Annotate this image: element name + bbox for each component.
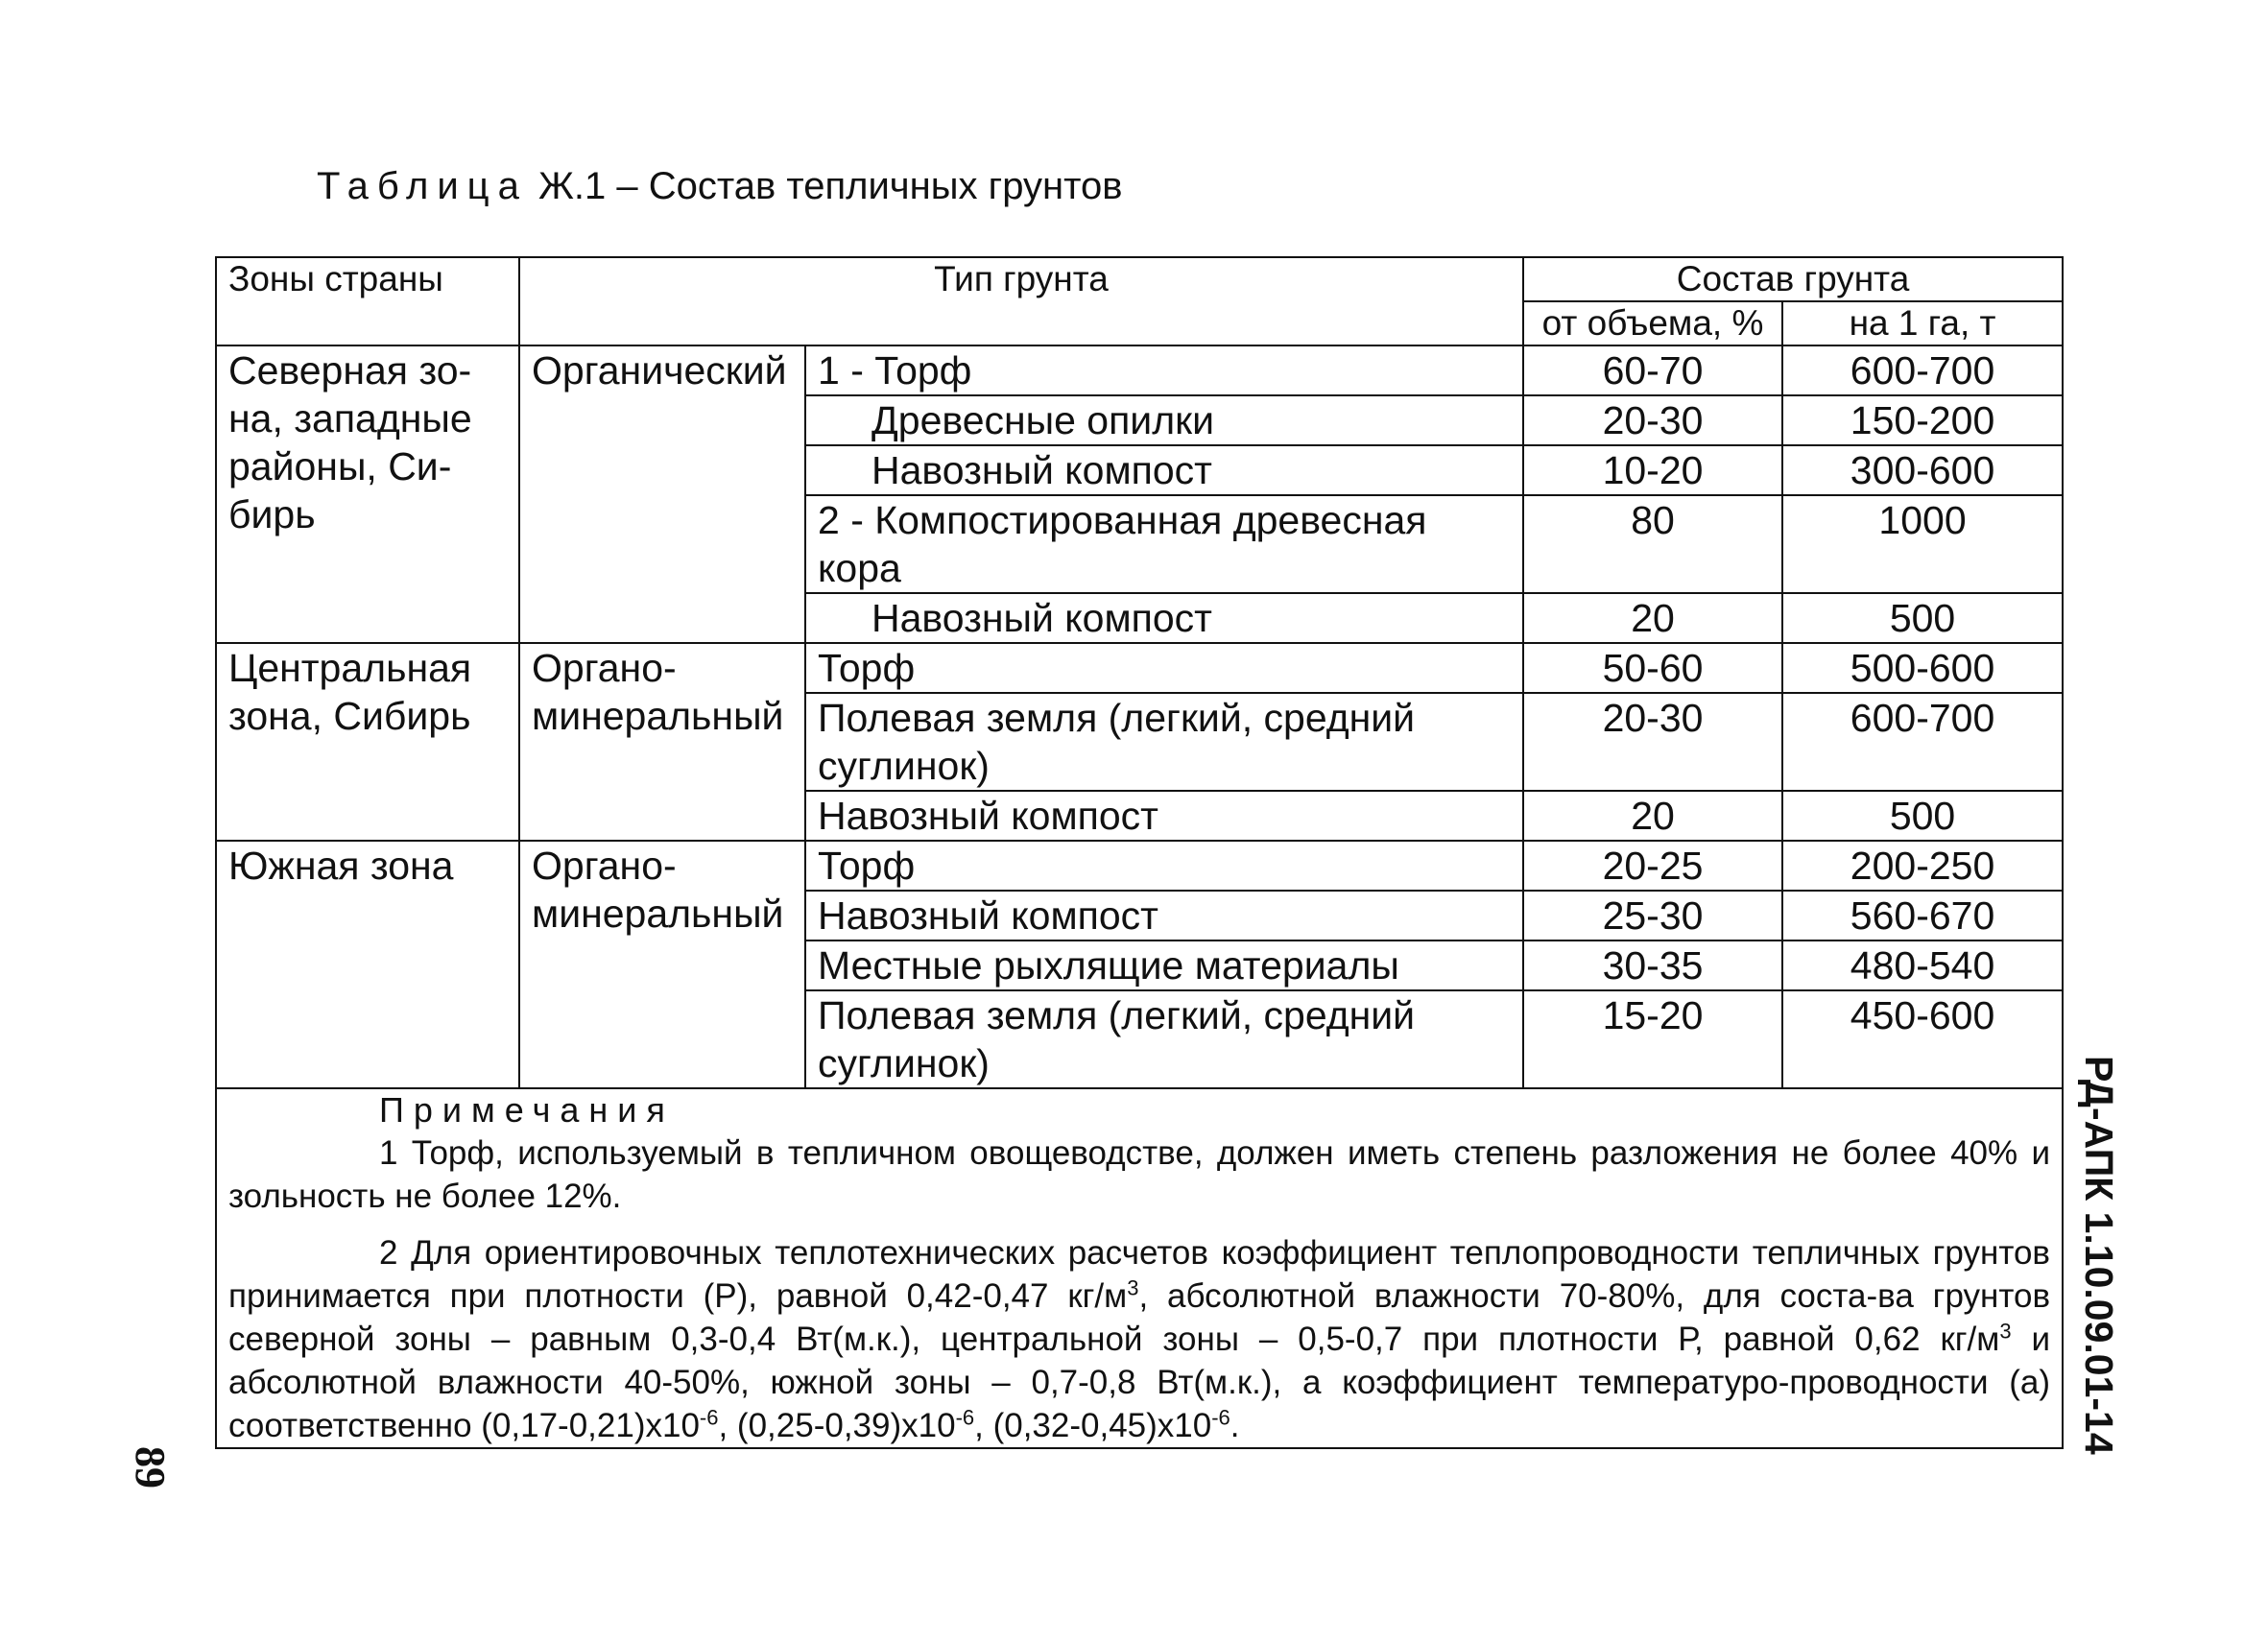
component-cell: Торф — [805, 643, 1523, 693]
header-soil-type: Тип грунта — [519, 257, 1523, 345]
zone-cell: Южная зона — [216, 841, 519, 1088]
header-per-ha: на 1 га, т — [1782, 301, 2063, 345]
note-2-part-6: . — [1229, 1407, 1240, 1444]
volume-percent-cell: 80 — [1523, 495, 1782, 593]
tons-per-ha-cell: 450-600 — [1782, 990, 2063, 1088]
component-cell: 1 - Торф — [805, 345, 1523, 395]
zone-cell: Центральная зона, Сибирь — [216, 643, 519, 841]
tons-per-ha-cell: 1000 — [1782, 495, 2063, 593]
tons-per-ha-cell: 480-540 — [1782, 941, 2063, 990]
soil-type-cell: Органо-минеральный — [519, 841, 805, 1088]
document-code: РД-АПК 1.10.09.01-14 — [2077, 1056, 2121, 1455]
note-1: 1 Торф, используемый в тепличном овощеводстве, должен иметь степень разложения не более 40% и зольность не более 12%. — [228, 1134, 2051, 1215]
soil-composition-table — [215, 256, 2064, 1449]
soil-type-cell: Органический — [519, 345, 805, 643]
note-2 — [228, 1231, 2050, 1447]
volume-percent-cell: 60-70 — [1523, 345, 1782, 395]
volume-percent-cell: 20-25 — [1523, 841, 1782, 891]
note-2-sup-exp-2: -6 — [955, 1405, 975, 1430]
note-2-part-2: , абсолютной влажности 70-80%, для соста-ва грунтов северной зоны – равным 0,3-0,4 Вт(м.к.), центральной зоны – 0,5-0,7 при плотности Р, равной 0,62 кг/м — [228, 1277, 2051, 1358]
notes-title: Примечания — [379, 1090, 675, 1130]
volume-percent-cell: 25-30 — [1523, 891, 1782, 941]
note-2-sup-exp-1: -6 — [699, 1405, 719, 1430]
caption-title: Ж.1 – Состав тепличных грунтов — [537, 165, 1123, 207]
volume-percent-cell: 20 — [1523, 593, 1782, 643]
caption-word: Таблица — [317, 165, 528, 207]
volume-percent-cell: 20-30 — [1523, 395, 1782, 445]
header-composition: Состав грунта — [1523, 257, 2063, 301]
component-cell: Навозный компост — [805, 593, 1523, 643]
note-2-sup-cube-2: 3 — [1999, 1319, 2012, 1344]
tons-per-ha-cell: 500 — [1782, 593, 2063, 643]
note-2-sup-cube-1: 3 — [1127, 1275, 1139, 1300]
volume-percent-cell: 50-60 — [1523, 643, 1782, 693]
tons-per-ha-cell: 500 — [1782, 791, 2063, 841]
component-cell: 2 - Компостированная древесная кора — [805, 495, 1523, 593]
tons-per-ha-cell: 560-670 — [1782, 891, 2063, 941]
tons-per-ha-cell: 500-600 — [1782, 643, 2063, 693]
tons-per-ha-cell: 300-600 — [1782, 445, 2063, 495]
volume-percent-cell: 15-20 — [1523, 990, 1782, 1088]
tons-per-ha-cell: 200-250 — [1782, 841, 2063, 891]
header-zones: Зоны страны — [216, 257, 519, 345]
soil-type-cell: Органо-минеральный — [519, 643, 805, 841]
header-by-volume: от объема, % — [1523, 301, 1782, 345]
note-2-sup-exp-3: -6 — [1211, 1405, 1230, 1430]
component-cell: Торф — [805, 841, 1523, 891]
notes-row — [216, 1088, 2063, 1448]
note-2-part-1: 2 Для ориентировочных теплотехнических расчетов коэффициент теплопроводности тепличных грунтов принимается при плотности (Р), равной 0,42-0,47 кг/м — [228, 1234, 2051, 1315]
component-cell: Местные рыхлящие материалы — [805, 941, 1523, 990]
component-cell: Навозный компост — [805, 791, 1523, 841]
component-cell: Полевая земля (легкий, средний суглинок) — [805, 990, 1523, 1088]
table-row — [216, 841, 2063, 891]
volume-percent-cell: 20 — [1523, 791, 1782, 841]
header-row-1 — [216, 257, 2063, 301]
tons-per-ha-cell: 600-700 — [1782, 345, 2063, 395]
notes-cell — [216, 1088, 2063, 1448]
table-row — [216, 345, 2063, 395]
table-row — [216, 643, 2063, 693]
component-cell: Навозный компост — [805, 445, 1523, 495]
table-caption — [317, 165, 1122, 208]
volume-percent-cell: 30-35 — [1523, 941, 1782, 990]
zone-cell: Северная зо-на, западные районы, Си-бирь — [216, 345, 519, 643]
volume-percent-cell: 10-20 — [1523, 445, 1782, 495]
note-2-part-5: , (0,32-0,45)x10 — [974, 1407, 1212, 1444]
component-cell: Навозный компост — [805, 891, 1523, 941]
tons-per-ha-cell: 150-200 — [1782, 395, 2063, 445]
note-2-part-4: , (0,25-0,39)x10 — [718, 1407, 956, 1444]
component-cell: Древесные опилки — [805, 395, 1523, 445]
volume-percent-cell: 20-30 — [1523, 693, 1782, 791]
note-2-part-3: и абсолютной влажности 40-50%, южной зоны – 0,7-0,8 Вт(м.к.), а коэффициент температуро-проводности (а) соответственно (0,17-0,21)x10 — [228, 1321, 2051, 1444]
tons-per-ha-cell: 600-700 — [1782, 693, 2063, 791]
page-number: 89 — [127, 1446, 174, 1488]
component-cell: Полевая земля (легкий, средний суглинок) — [805, 693, 1523, 791]
